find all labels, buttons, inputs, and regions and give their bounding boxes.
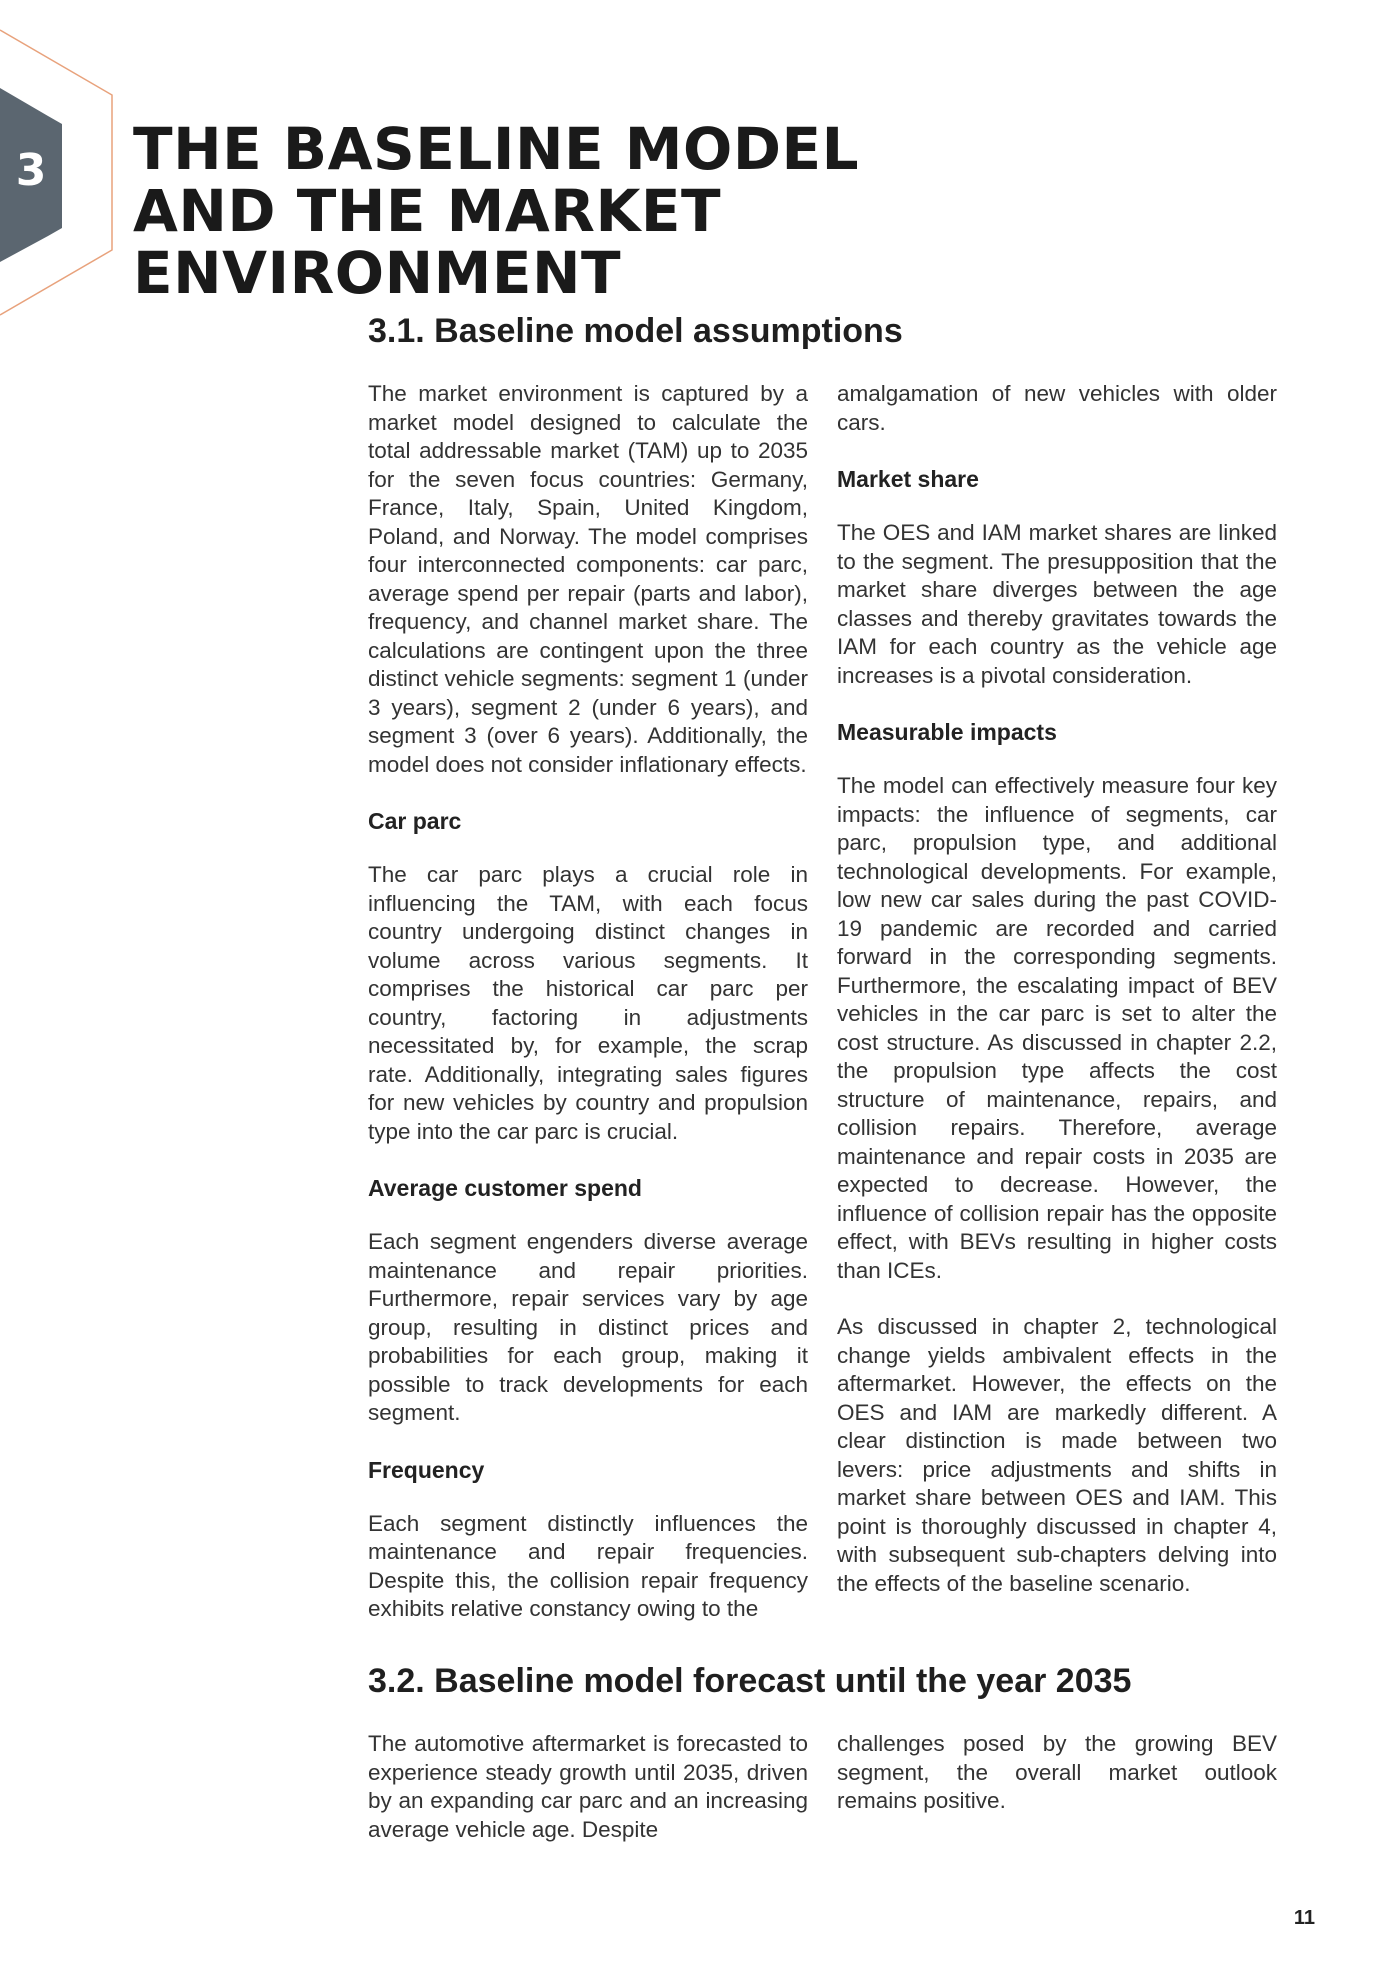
- car-parc-paragraph: The car parc plays a crucial role in influencing the TAM, with each focus country undergoing distinct changes in volume across various segments. It comprises the historical car parc per country, factoring in adjustments necessitated by, for example, the scrap rate. Additionally, integrating sales figures for new vehicles by country and propulsion type into the car parc is crucial.: [368, 862, 808, 1144]
- page-number: 11: [1293, 1907, 1315, 1929]
- measurable-impacts-paragraph: The model can effectively measure four key impacts: the influence of segments, car parc, propulsion type, and additional technological developments. For example, low new car sales during the past COVID-19 pandemic are recorded and carried forward in the corresponding segments. Furthermore, the escalating impact of BEV vehicles in the car parc is set to alter the cost structure. As discussed in chapter 2.2, the propulsion type affects the cost structure of maintenance, repairs, and collision repairs. Therefore, average maintenance and repair costs in 2035 are expected to decrease. However, the influence of collision repair has the opposite effect, with BEVs resulting in higher costs than ICEs.: [837, 773, 1277, 1283]
- forecast-paragraph-continued: challenges posed by the growing BEV segment, the overall market outlook remains positive.: [837, 1731, 1277, 1813]
- market-share-paragraph: The OES and IAM market shares are linked to the segment. The presupposition that the market share diverges between the age classes and thereby gravitates towards the IAM for each country as the vehicle age increases is a pivotal consideration.: [837, 520, 1277, 688]
- car-parc-heading: Car parc: [368, 808, 462, 834]
- section1-right-column: [837, 380, 1277, 1598]
- market-share-heading: Market share: [837, 466, 979, 492]
- average-spend-paragraph: Each segment engenders diverse average maintenance and repair priorities. Furthermore, repair services vary by age group, resulting in distinct prices and probabilities for each group, making it possible to track developments for each segment.: [368, 1229, 808, 1425]
- chapter-title-line2: AND THE MARKET ENVIRONMENT: [133, 177, 722, 307]
- section-heading-3-1: 3.1. Baseline model assumptions: [368, 312, 903, 350]
- section1-left-column: [368, 380, 808, 1624]
- intro-paragraph: The market environment is captured by a market model designed to calculate the total addressable market (TAM) up to 2035 for the seven focus countries: Germany, France, Italy, Spain, United Kingdom, Poland, and Norway. The model comprises four interconnected components: car parc, average spend per repair (parts and labor), frequency, and channel market share. The calculations are contingent upon the three distinct vehicle segments: segment 1 (under 3 years), segment 2 (under 6 years), and segment 3 (over 6 years). Additionally, the model does not consider inflationary effects.: [368, 381, 808, 777]
- frequency-paragraph: Each segment distinctly influences the maintenance and repair frequencies. Despite this, the collision repair frequency exhibits relative constancy owing to the: [368, 1510, 808, 1621]
- technological-change-paragraph: As discussed in chapter 2, technological change yields ambivalent effects in the aftermarket. However, the effects on the OES and IAM are markedly different. A clear distinction is made between two levers: price adjustments and shifts in market share between OES and IAM. This point is thoroughly discussed in chapter 4, with subsequent sub-chapters delving into the effects of the baseline scenario.: [837, 1314, 1277, 1596]
- section2-left-column: [368, 1730, 808, 1844]
- section-heading-3-2: 3.2. Baseline model forecast until the year 2035: [368, 1662, 1132, 1700]
- forecast-paragraph: The automotive aftermarket is forecasted to experience steady growth until 2035, driven by an expanding car parc and an increasing average vehicle age. Despite: [368, 1731, 808, 1842]
- average-spend-heading: Average customer spend: [368, 1175, 642, 1201]
- frequency-heading: Frequency: [368, 1456, 485, 1483]
- measurable-impacts-heading: Measurable impacts: [837, 719, 1057, 745]
- frequency-paragraph-continued: amalgamation of new vehicles with older cars.: [837, 381, 1277, 435]
- chapter-number: 3: [15, 145, 47, 196]
- chapter-title: [133, 115, 1133, 307]
- chapter-title-line1: THE BASELINE MODEL: [133, 115, 860, 183]
- section2-right-column: [837, 1730, 1277, 1816]
